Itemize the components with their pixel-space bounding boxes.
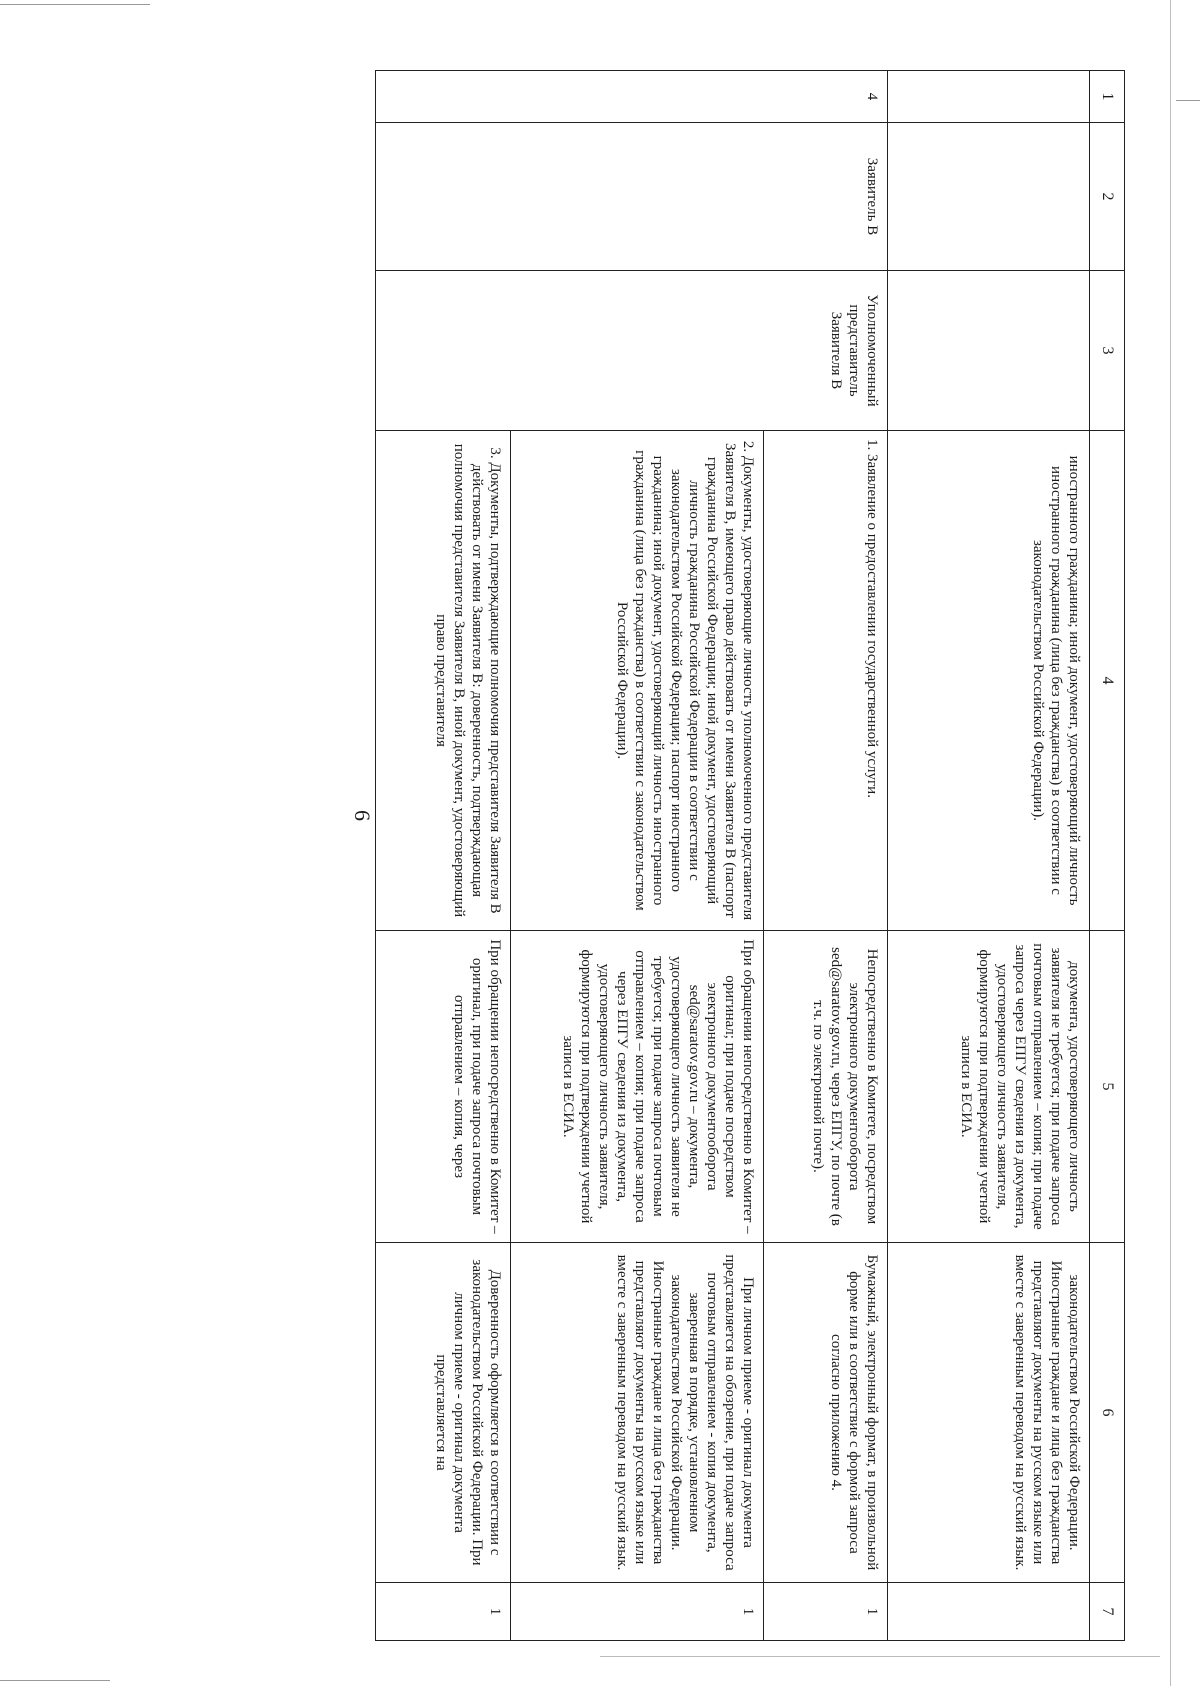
services-table [375, 70, 1125, 1641]
submission-method-cell: документа, удостоверяющего личность заявителя не требуется; при подаче запроса почтовым отправлением – копия; при подаче запроса через ЕПГУ сведения из документа, удостоверяющего личность заявителя, формируются при подтверждении учетной записи в ЕСИА. [887, 931, 1089, 1243]
table-row [887, 71, 1089, 1641]
representative-cell: Уполномоченный представитель Заявителя В [376, 271, 888, 431]
count-cell [887, 1583, 1089, 1641]
count-cell: 1 [510, 1583, 763, 1641]
requirements-cell: Доверенность оформляется в соответствии с законодательством Российской Федерации. При личном приеме - оригинал документа представляется на [376, 1243, 511, 1583]
column-number: 4 [1090, 431, 1125, 931]
applicant-cell [887, 123, 1089, 271]
representative-cell [887, 271, 1089, 431]
scan-edge-top [0, 4, 150, 5]
requirements-cell: законодательством Российской Федерации. Иностранные граждане и лица без гражданства представляют документы на русском языке или вместе с заверенным переводом на русский язык. [887, 1243, 1089, 1583]
scan-edge-bottom [600, 1656, 1160, 1657]
document-name-cell: 2. Документы, удостоверяющие личность уполномоченного представителя Заявителя В, имеющего право действовать от имени Заявителя В (паспорт гражданина Российской Федерации; иной документ, удостоверяющий личность гражданина Российской Федерации в соответствии с законодательством Российской Федерации; паспорт иностранного гражданина; иной документ, удостоверяющий личность иностранного гражданина (лица без гражданства) в соответствии с законодательством Российской Федерации). [510, 431, 763, 931]
submission-method-cell: При обращении непосредственно в Комитет – оригинал; при подаче посредством электронного документооборота sed@saratov.gov.ru – документа, удостоверяющего личность заявителя не требуется; при подаче запроса почтовым отправлением – копия; при подаче запроса через ЕПГУ сведения из документа, удостоверяющего личность заявителя, формируются при подтверждении учетной записи в ЕСИА. [510, 931, 763, 1243]
column-number: 5 [1090, 931, 1125, 1243]
column-number: 3 [1090, 271, 1125, 431]
page-number: 6 [350, 810, 375, 821]
column-number: 1 [1090, 71, 1125, 123]
count-cell: 1 [376, 1583, 511, 1641]
requirements-cell: При личном приеме - оригинал документа представляется на обозрение, при подаче запроса почтовым отправлением - копия документа, заверенная в порядке, установленном законодательством Российской Федерации. Иностранные граждане и лица без гражданства представляют документы на русском языке или вместе с заверенным переводом на русский язык. [510, 1243, 763, 1583]
submission-method-cell: Непосредственно в Комитете, посредством электронного документооборота sed@saratov.gov.ru, через ЕПГУ, по почте (в т.ч. по электронной почте). [764, 931, 888, 1243]
document-name-cell: 1. Заявление о предоставлении государственной услуги. [764, 431, 888, 931]
column-number-row [1090, 71, 1125, 1641]
column-number: 2 [1090, 123, 1125, 271]
scan-edge-mark [1176, 100, 1200, 101]
applicant-cell: Заявитель В [376, 123, 888, 271]
row-number-cell [887, 71, 1089, 123]
document-name-cell: 3. Документы, подтверждающие полномочия представителя Заявителя В действовать от имени Заявителя В: доверенность, подтверждающая полномочия представителя Заявителя В, иной документ, удостоверяющий право представителя [376, 431, 511, 931]
document-name-cell: иностранного гражданина; иной документ, удостоверяющий личность иностранного гражданина (лица без гражданства) в соответствии с законодательством Российской Федерации). [887, 431, 1089, 931]
scan-edge-bottom-left [0, 1680, 110, 1681]
column-number: 6 [1090, 1243, 1125, 1583]
rotated-document-page [190, 70, 1125, 1640]
column-number: 7 [1090, 1583, 1125, 1641]
table-row [764, 71, 888, 1641]
scan-edge-right [1170, 0, 1171, 1686]
row-number-cell: 4 [376, 71, 888, 123]
count-cell: 1 [764, 1583, 888, 1641]
requirements-cell: Бумажный, электронный формат, в произвольной форме или в соответствие с формой запроса согласно приложению 4. [764, 1243, 888, 1583]
submission-method-cell: При обращении непосредственно в Комитет – оригинал, при подаче запроса почтовым отправлением – копия, через [376, 931, 511, 1243]
